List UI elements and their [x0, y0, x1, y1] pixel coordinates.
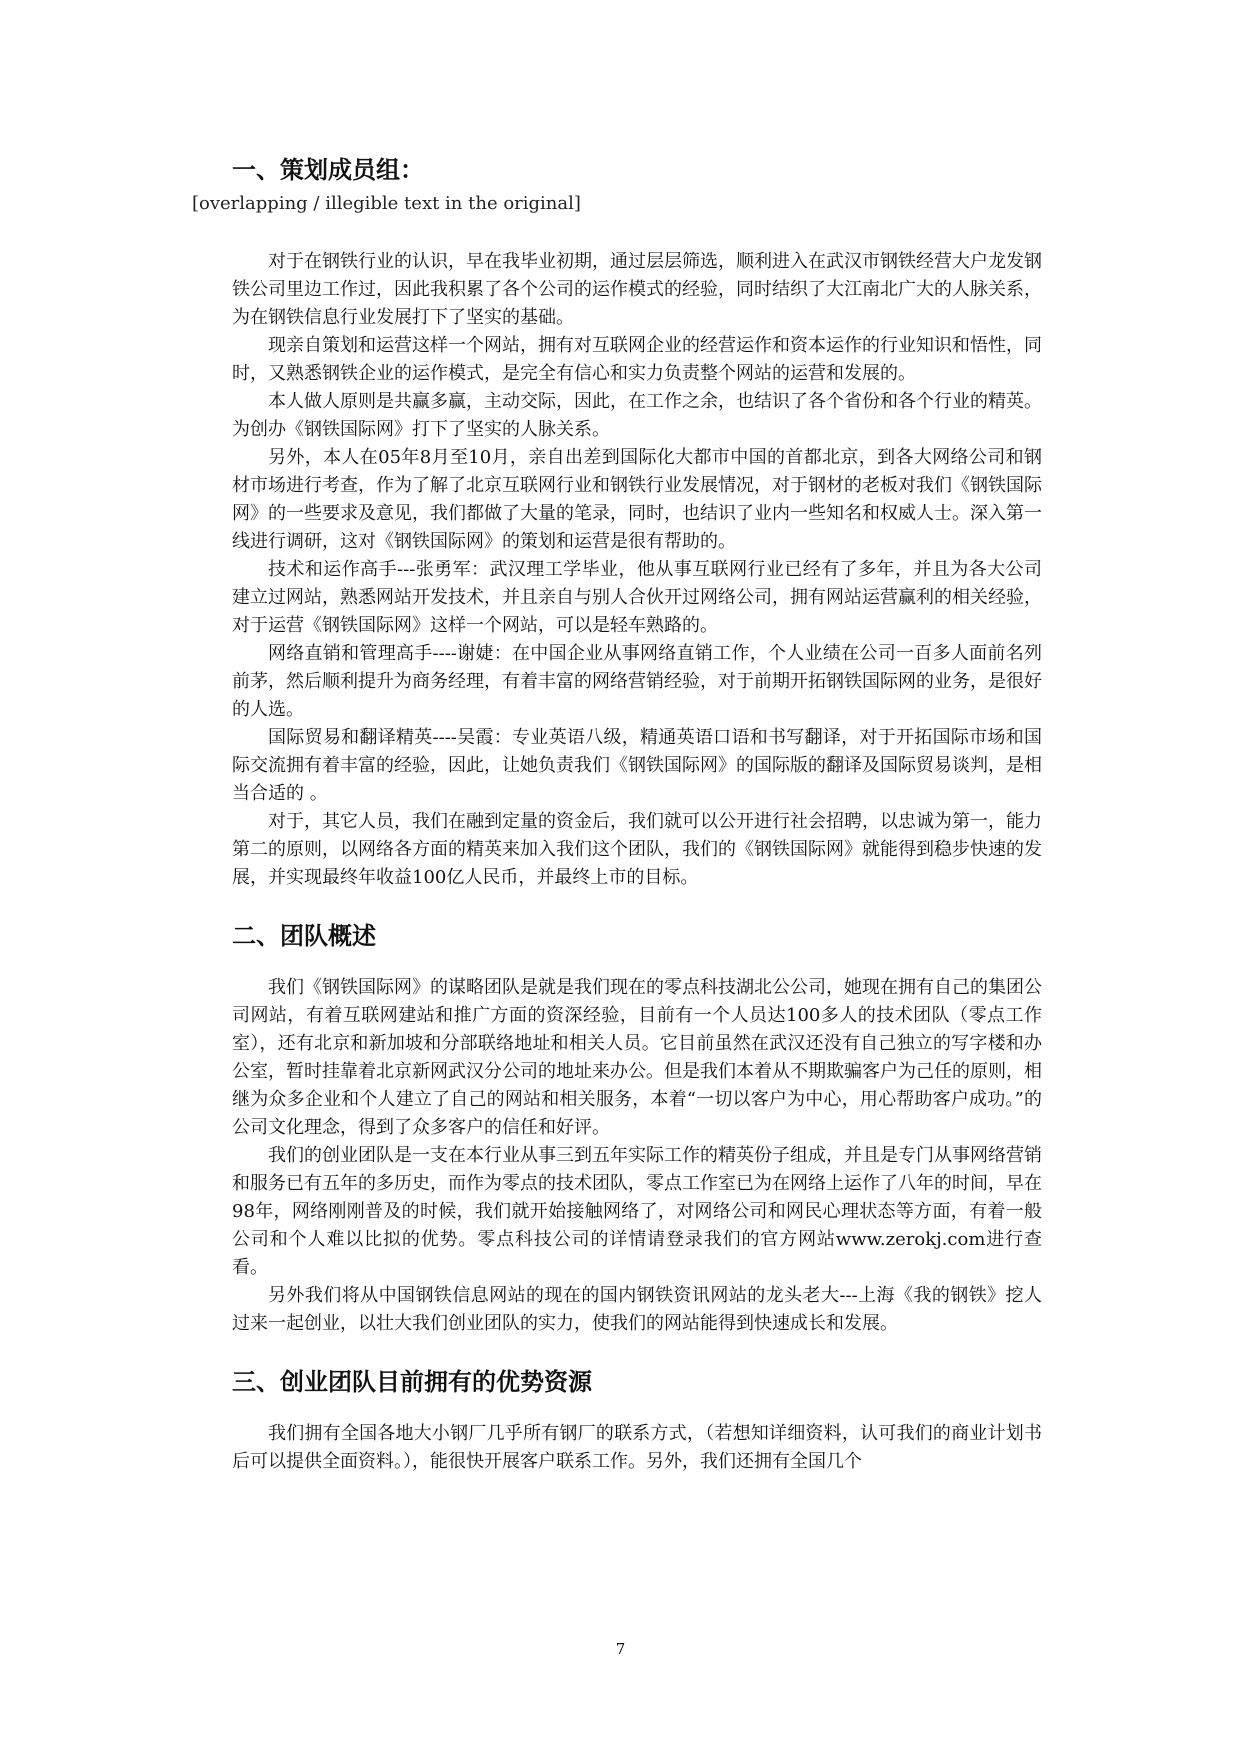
section-2-paragraph: 我们《钢铁国际网》的谋略团队是就是我们现在的零点科技湖北公公司，她现在拥有自己的集团公司网站，有着互联网建站和推广方面的资深经验，目前有一个人员达100多人的技术团队（零点工作室），还有北京和新加坡和分部联络地址和相关人员。它目前虽然在武汉还没有自己独立的写字楼和办公室，暂时挂靠着北京新网武汉分公司的地址来办公。但是我们本着从不期欺骗客户为己任的原则，相继为众多企业和个人建立了自己的网站和相关服务，本着“一切以客户为中心，用心帮助客户成功。”的公司文化理念，得到了众多客户的信任和好评。	[232, 977, 1042, 1138]
section-1-paragraph: 对于，其它人员，我们在融到定量的资金后，我们就可以公开进行社会招聘，以忠诚为第一，能力第二的原则，以网络各方面的精英来加入我们这个团队，我们的《钢铁国际网》就能得到稳步快速的发展，并实现最终年收益100亿人民币，并最终上市的目标。	[232, 811, 1042, 888]
section-1-paragraph: 本人做人原则是共赢多赢，主动交际，因此，在工作之余，也结识了各个省份和各个行业的精英。为创办《钢铁国际网》打下了坚实的人脉关系。	[232, 391, 1042, 440]
section-2-paragraph: 我们的创业团队是一支在本行业从事三到五年实际工作的精英份子组成，并且是专门从事网络营销和服务已有五年的多历史，而作为零点的技术团队，零点工作室已为在网络上运作了八年的时间，早在98年，网络刚刚普及的时候，我们就开始接触网络了，对网络公司和网民心理状态等方面，有着一般公司和个人难以比拟的优势。零点科技公司的详情请登录我们的官方网站www.zerokj.com进行查看。	[232, 1145, 1042, 1278]
section-1-paragraph: 网络直销和管理高手----谢婕：在中国企业从事网络直销工作，个人业绩在公司一百多人面前名列前茅，然后顺利提升为商务经理，有着丰富的网络营销经验，对于前期开拓钢铁国际网的业务，是很好的人选。	[232, 643, 1042, 720]
page-content	[192, 150, 1042, 1476]
section-3-paragraph: 我们拥有全国各地大小钢厂几乎所有钢厂的联系方式，（若想知详细资料，认可我们的商业计划书后可以提供全面资料。），能很快开展客户联系工作。另外，我们还拥有全国几个	[232, 1423, 1042, 1472]
section-1-paragraph: 对于在钢铁行业的认识，早在我毕业初期，通过层层筛选，顺利进入在武汉市钢铁经营大户龙发钢铁公司里边工作过，因此我积累了各个公司的运作模式的经验，同时结织了大江南北广大的人脉关系，为在钢铁信息行业发展打下了坚实的基础。	[232, 251, 1042, 328]
section-1-paragraph: 技术和运作高手---张勇军：武汉理工学毕业，他从事互联网行业已经有了多年，并且为各大公司建立过网站，熟悉网站开发技术，并且亲自与别人合伙开过网络公司，拥有网站运营赢利的相关经验，对于运营《钢铁国际网》这样一个网站，可以是轻车熟路的。	[232, 559, 1042, 636]
section-1-title: 一、策划成员组：	[232, 156, 424, 184]
section-2-paragraph: 另外我们将从中国钢铁信息网站的现在的国内钢铁资讯网站的龙头老大---上海《我的钢铁》挖人过来一起创业，以壮大我们创业团队的实力，使我们的网站能得到快速成长和发展。	[232, 1285, 1042, 1334]
section-2-title: 二、团队概述	[232, 922, 376, 950]
garbled-text-placeholder: [overlapping / illegible text in the original]	[192, 193, 581, 214]
section-3-title: 三、创业团队目前拥有的优势资源	[232, 1368, 592, 1396]
page-number: 7	[615, 1640, 626, 1658]
section-1-paragraph: 另外，本人在05年8月至10月，亲自出差到国际化大都市中国的首都北京，到各大网络公司和钢材市场进行考查，作为了解了北京互联网行业和钢铁行业发展情况，对于钢材的老板对我们《钢铁国际网》的一些要求及意见，我们都做了大量的笔录，同时，也结识了业内一些知名和权威人士。深入第一线进行调研，这对《钢铁国际网》的策划和运营是很有帮助的。	[232, 447, 1042, 552]
section-1-paragraph: 现亲自策划和运营这样一个网站，拥有对互联网企业的经营运作和资本运作的行业知识和悟性，同时，又熟悉钢铁企业的运作模式，是完全有信心和实力负责整个网站的运营和发展的。	[232, 335, 1042, 384]
overlapping-garbled-text	[192, 190, 1042, 246]
section-2	[232, 916, 1042, 1338]
section-1-paragraph: 国际贸易和翻译精英----吴霞：专业英语八级，精通英语口语和书写翻译，对于开拓国际市场和国际交流拥有着丰富的经验，因此，让她负责我们《钢铁国际网》的国际版的翻译及国际贸易谈判，是相当合适的 。	[232, 727, 1042, 804]
section-3	[232, 1362, 1042, 1476]
